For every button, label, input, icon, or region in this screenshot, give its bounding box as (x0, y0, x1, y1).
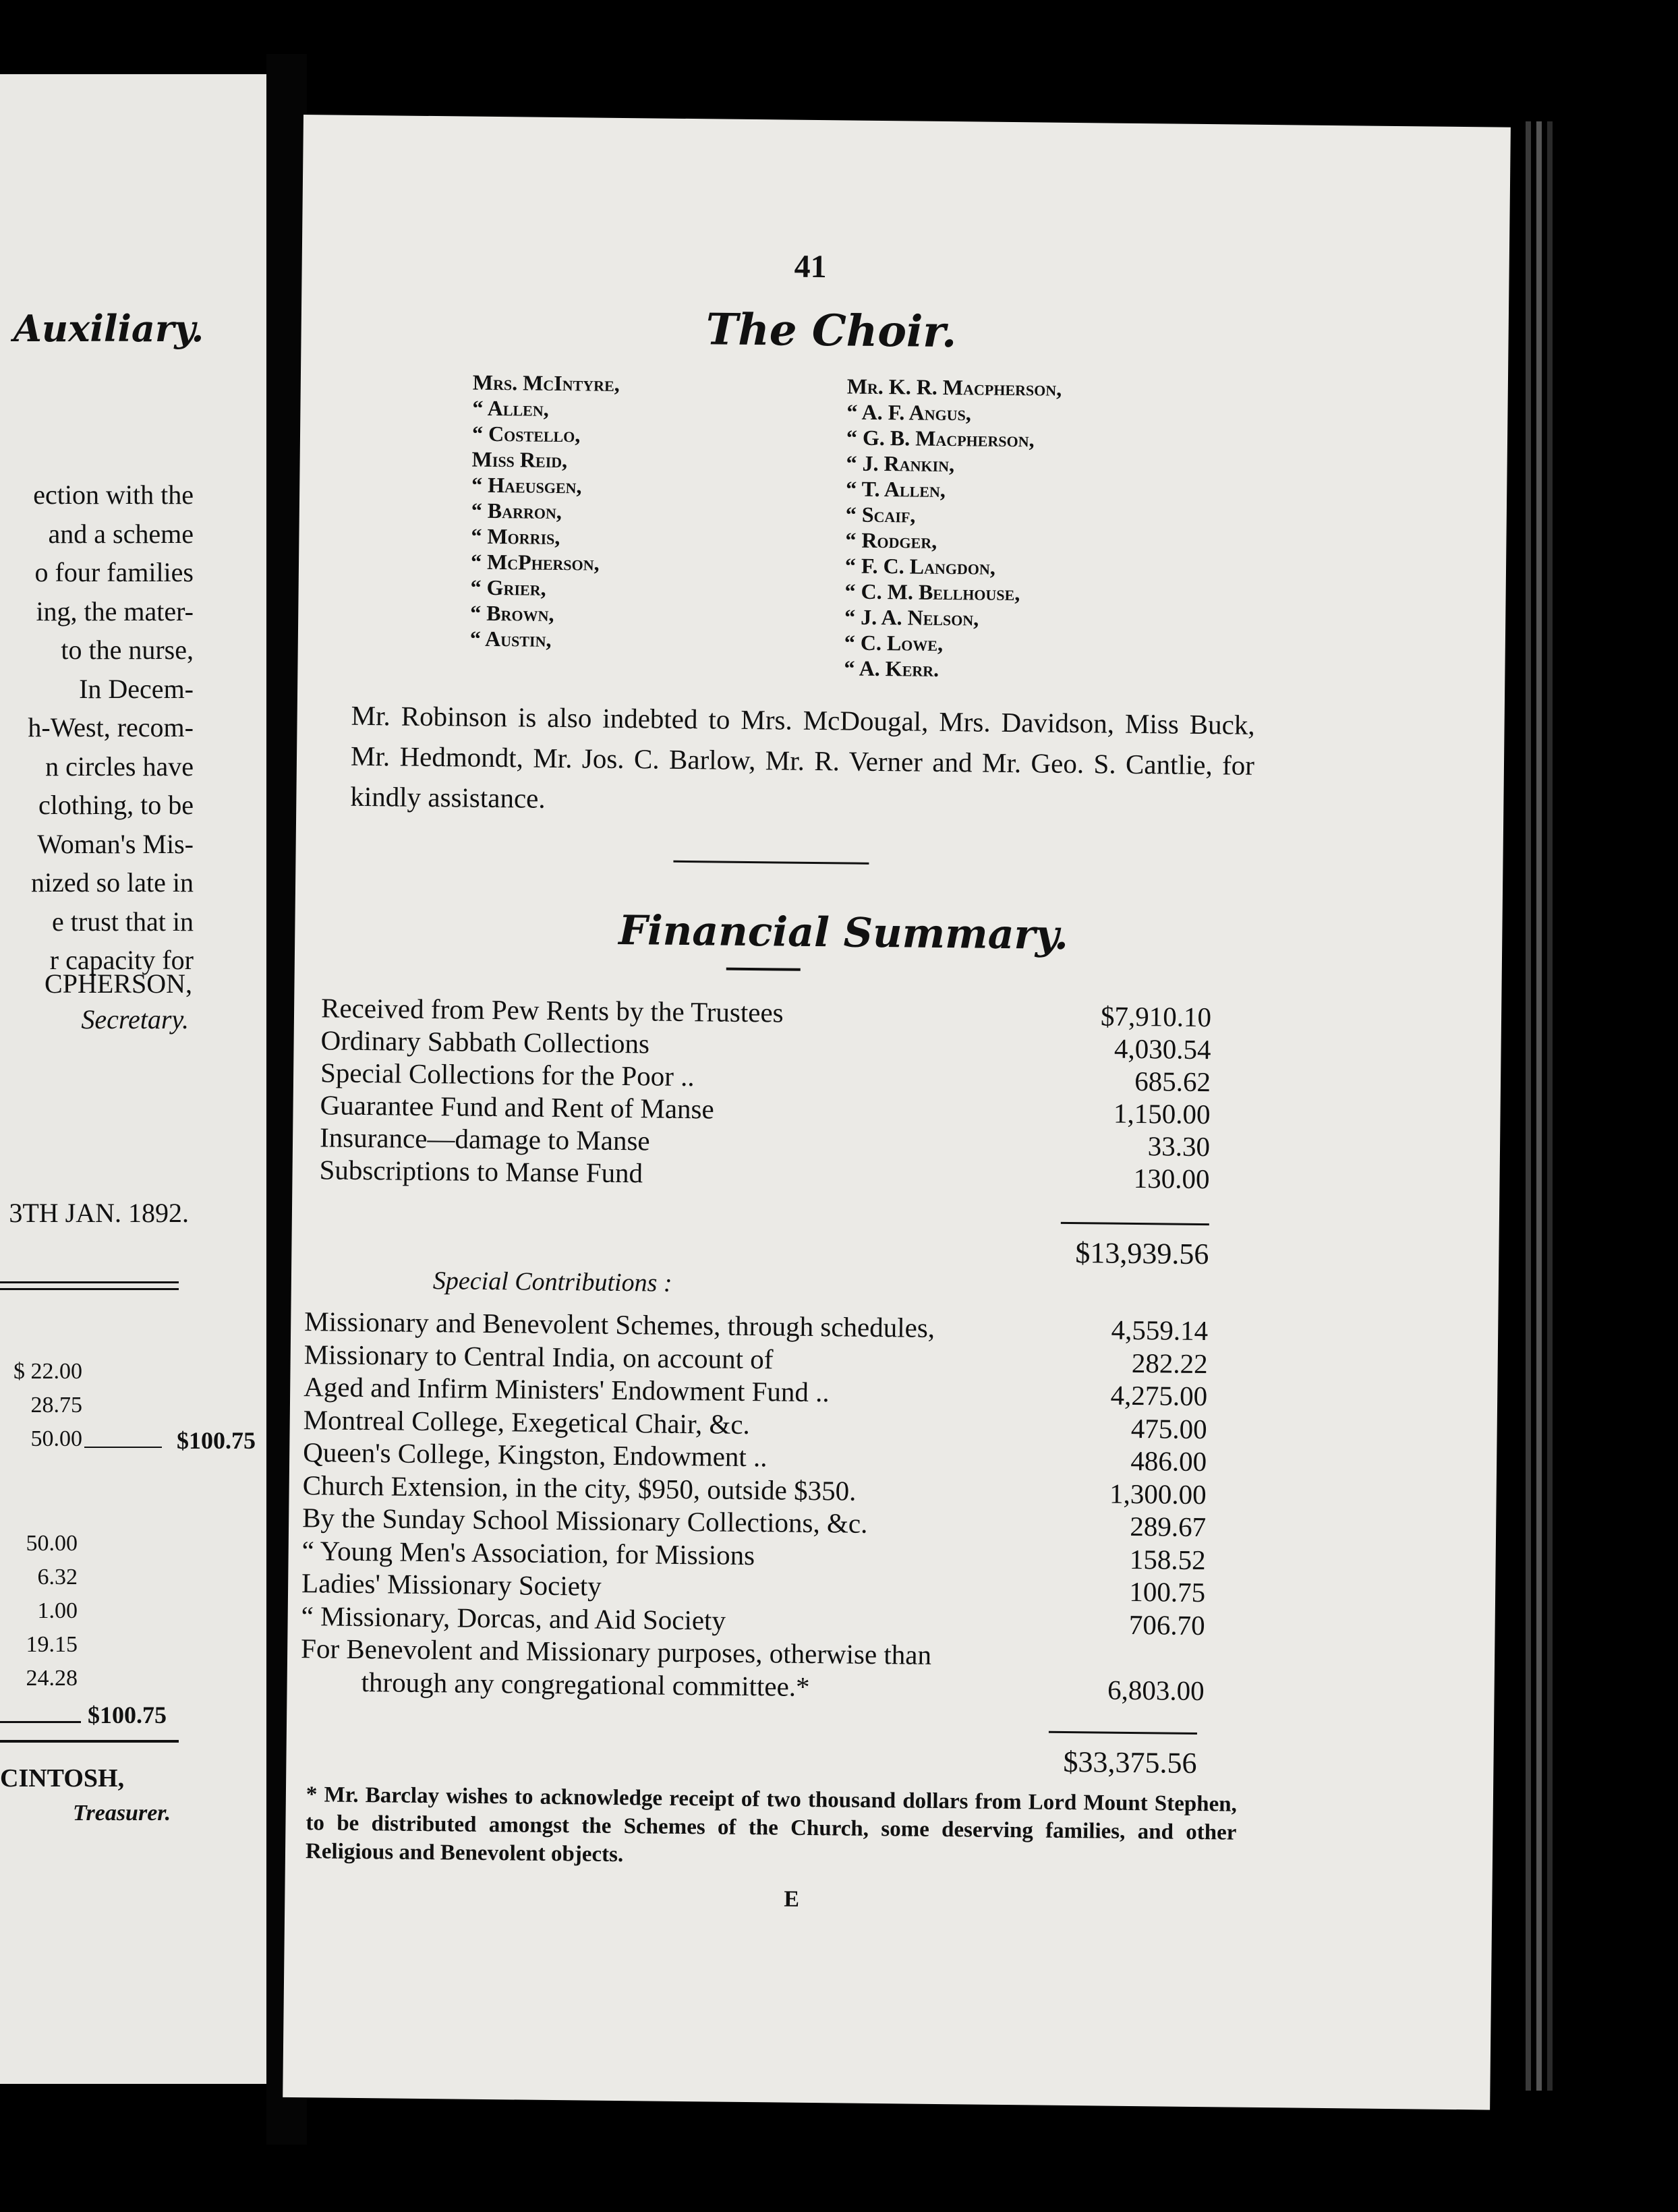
financial-row-amount: 475.00 (1130, 1412, 1207, 1445)
signature-mark: E (784, 1886, 800, 1912)
choir-women-list (470, 370, 620, 653)
financial-row-label: Missionary to Central India, on account of (303, 1338, 774, 1374)
financial-row-amount: 282.22 (1131, 1347, 1208, 1379)
choir-member: “ C. Lowe, (844, 630, 944, 656)
choir-member: Miss Reid, (471, 446, 568, 473)
financial-row-label: Special Collections for the Poor .. (320, 1057, 695, 1093)
financial-row-amount: 158.52 (1129, 1543, 1206, 1575)
left-group1-total: $100.75 (177, 1427, 256, 1454)
left-treasurer-title: Treasurer. (73, 1801, 171, 1826)
choir-member: “ Scaif, (845, 502, 916, 527)
left-amount: 50.00 (30, 1426, 82, 1451)
financial-row-label: “ Young Men's Association, for Missions (301, 1534, 755, 1571)
choir-member: “ C. M. Bellhouse, (844, 579, 1020, 606)
left-text-line: e trust that in (52, 906, 194, 937)
financial-row-amount: $7,910.10 (1100, 1000, 1212, 1033)
financial-row-amount: 289.67 (1130, 1510, 1207, 1543)
left-total-rule-1 (84, 1447, 162, 1448)
choir-member: “ Rodger, (845, 527, 937, 553)
financial-row-amount: 685.62 (1134, 1065, 1211, 1098)
financial-summary-heading: Financial Summary. (618, 906, 1069, 959)
section-divider (673, 861, 869, 865)
financial-row-label: Insurance—damage to Manse (319, 1122, 650, 1157)
financial-row-label: Received from Pew Rents by the Trustees (320, 992, 784, 1028)
left-facing-page (0, 74, 266, 2084)
left-text-line: and a scheme (48, 518, 194, 549)
ordinary-subtotal: $13,939.56 (1075, 1236, 1209, 1271)
left-amount: 19.15 (26, 1632, 78, 1657)
page-edge-3 (1547, 121, 1553, 2091)
left-treasurer-name: CINTOSH, (0, 1764, 125, 1793)
choir-member: “ Morris, (471, 523, 560, 550)
financial-row-amount: 486.00 (1130, 1445, 1207, 1478)
subtotal-rule (1061, 1222, 1209, 1225)
choir-member: “ Grier, (470, 575, 546, 600)
left-amount: 28.75 (30, 1393, 82, 1418)
left-double-rule (0, 1281, 179, 1283)
financial-row-label: Queen's College, Kingston, Endowment .. (302, 1436, 768, 1473)
left-amount: 24.28 (26, 1666, 78, 1691)
financial-row-amount: 33.30 (1147, 1130, 1211, 1163)
financial-row-label: Ladies' Missionary Society (301, 1567, 602, 1602)
left-text-line: o four families (34, 557, 194, 587)
choir-member: “ T. Allen, (846, 476, 946, 502)
left-text-line: n circles have (45, 751, 194, 782)
financial-row-amount: 706.70 (1128, 1608, 1205, 1641)
choir-member: “ G. B. Macpherson, (846, 425, 1035, 452)
financial-row-label: By the Sunday School Missionary Collections, &c. (301, 1502, 868, 1539)
choir-member: “ Costello, (471, 421, 581, 447)
left-amount: 50.00 (26, 1531, 78, 1556)
page-number: 41 (794, 248, 827, 285)
financial-row-amount: 1,150.00 (1113, 1097, 1211, 1130)
right-page (283, 115, 1511, 2110)
left-text-line: nized so late in (30, 867, 194, 898)
financial-heading-rule (726, 968, 801, 971)
financial-row-label: Church Extension, in the city, $950, outside $350. (302, 1469, 857, 1507)
choir-member: “ Austin, (469, 626, 552, 651)
financial-row-amount: 6,803.00 (1107, 1674, 1205, 1706)
left-date-line: 3TH JAN. 1892. (9, 1198, 189, 1228)
left-text-line: Woman's Mis- (37, 828, 194, 859)
left-signoff-name: CPHERSON, (45, 968, 192, 999)
financial-row-label: Montreal College, Exegetical Chair, &c. (303, 1403, 751, 1440)
financial-row-amount: 4,030.54 (1113, 1032, 1211, 1066)
choir-member: “ J. Rankin, (846, 450, 955, 477)
grand-total-rule (1049, 1731, 1197, 1735)
left-text-line: r capacity for (49, 945, 194, 975)
left-amount: 6.32 (37, 1565, 78, 1590)
financial-row-label: Missionary and Benevolent Schemes, through schedules, (304, 1306, 935, 1343)
financial-row-amount: 100.75 (1129, 1575, 1206, 1608)
choir-member: Mr. K. R. Macpherson, (846, 374, 1062, 401)
financial-row-amount: 1,300.00 (1109, 1478, 1207, 1510)
footnote: * Mr. Barclay wishes to acknowledge receipt of two thousand dollars from Lord Mount Stephen, to be distributed amongst the Schemes of the Church, some deserving families, and other Religious and Benevolent objects. (305, 1782, 1238, 1867)
left-bottom-rule (0, 1740, 179, 1743)
financial-row-label: For Benevolent and Missionary purposes, otherwise than (300, 1633, 932, 1670)
financial-row-label: through any congregational committee.* (361, 1666, 810, 1702)
choir-member: “ Barron, (471, 498, 562, 524)
left-total-rule-2 (0, 1721, 81, 1723)
acknowledgement-paragraph: Mr. Robinson is also indebted to Mrs. McDougal, Mrs. Davidson, Miss Buck, Mr. Hedmondt, Mr. Jos. C. Barlow, Mr. R. Verner and Mr. Geo. S. Cantlie, for kindly assistance. (350, 699, 1255, 814)
choir-member: Mrs. McIntyre, (472, 370, 620, 396)
financial-row-amount: 4,275.00 (1110, 1379, 1208, 1412)
left-group2-total: $100.75 (88, 1701, 167, 1728)
choir-member: “ Brown, (470, 600, 554, 626)
choir-member: “ A. Kerr. (844, 656, 939, 681)
left-amount: 1.00 (37, 1598, 78, 1623)
left-text-line: ection with the (33, 479, 194, 510)
page-edge-2 (1536, 121, 1542, 2091)
left-text-line: In Decem- (79, 673, 194, 704)
grand-total: $33,375.56 (1063, 1745, 1197, 1780)
choir-member: “ J. A. Nelson, (844, 604, 979, 631)
financial-row-label: Guarantee Fund and Rent of Manse (320, 1089, 714, 1125)
financial-row-label: Aged and Infirm Ministers' Endowment Fund .. (303, 1371, 830, 1408)
choir-member: “ Allen, (472, 395, 549, 421)
left-text-line: ing, the mater- (36, 595, 194, 627)
choir-heading: The Choir. (705, 304, 957, 358)
left-page-heading: Auxiliary. (13, 307, 204, 350)
choir-member: “ McPherson, (470, 549, 600, 575)
left-text-line: clothing, to be (38, 790, 194, 820)
left-signoff-title: Secretary. (81, 1004, 189, 1035)
left-text-line: h-West, recom- (28, 712, 194, 743)
choir-member: “ F. C. Langdon, (844, 553, 996, 579)
financial-row-amount: 4,559.14 (1111, 1314, 1209, 1347)
special-contributions-heading: Special Contributions : (432, 1267, 672, 1298)
financial-row-amount: 130.00 (1133, 1162, 1210, 1195)
financial-row-label: “ Missionary, Dorcas, and Aid Society (301, 1600, 726, 1636)
financial-row-label: Ordinary Sabbath Collections (320, 1024, 650, 1059)
choir-men-list (844, 373, 1062, 682)
page-edge-1 (1526, 121, 1531, 2091)
choir-member: “ Haeusgen, (471, 472, 582, 498)
left-text-line: to the nurse, (61, 635, 194, 665)
financial-row-label: Subscriptions to Manse Fund (319, 1154, 643, 1189)
left-amount: $ 22.00 (13, 1359, 82, 1384)
left-double-rule-2 (0, 1288, 179, 1290)
choir-member: “ A. F. Angus, (846, 399, 972, 426)
